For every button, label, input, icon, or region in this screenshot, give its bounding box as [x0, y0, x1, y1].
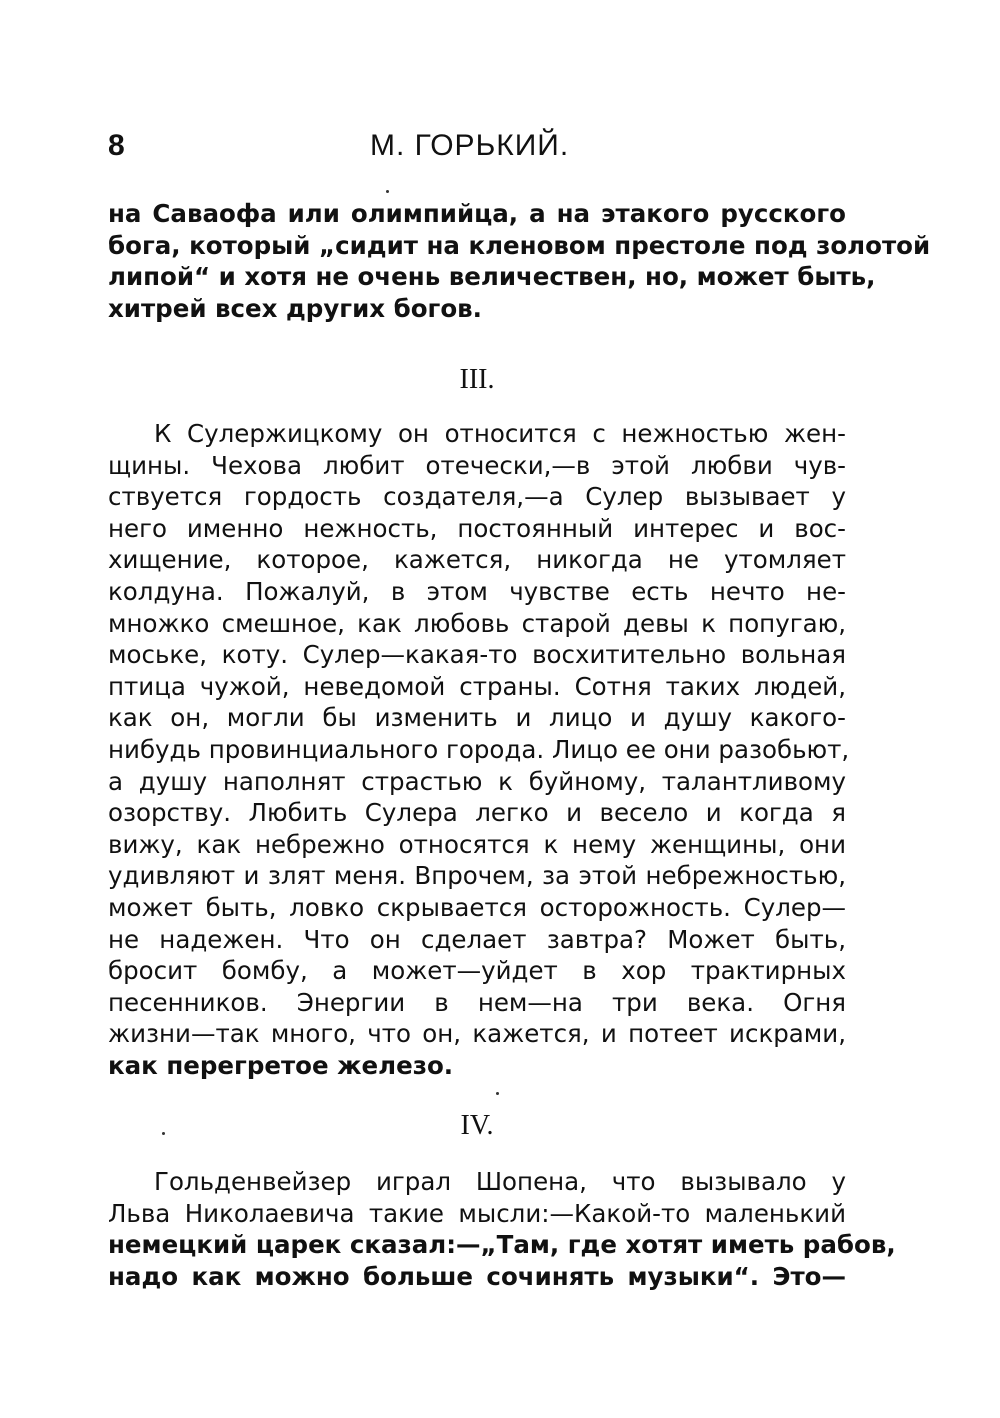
- text-line: липой“ и хотя не очень величествен, но, может быть,: [108, 262, 876, 292]
- section-heading-iii: III.: [459, 364, 495, 395]
- text-line: моське, коту. Сулер—какая-то восхитительно вольная: [108, 640, 846, 670]
- text-line: него именно нежность, постоянный интерес и вос-: [108, 513, 846, 543]
- text-line: ствуется гордость создателя,—а Сулер вызывает у: [108, 482, 846, 512]
- text-line: а душу наполнят страстью к буйному, талантливому: [108, 766, 846, 796]
- text-line: щины. Чехова любит отечески,—в этой любви чув-: [108, 450, 846, 480]
- running-title: М. ГОРЬКИЙ.: [370, 129, 570, 162]
- text-line: как он, могли бы изменить и лицо и душу какого-: [108, 703, 846, 733]
- page-number: 8: [108, 129, 125, 162]
- text-line: хитрей всех других богов.: [108, 293, 482, 323]
- text-line: не надежен. Что он сделает завтра? Может быть,: [108, 924, 846, 954]
- text-line: удивляют и злят меня. Впрочем, за этой небрежностью,: [108, 861, 846, 891]
- text-line: птица чужой, неведомой страны. Сотня таких людей,: [108, 671, 846, 701]
- text-line: озорству. Любить Сулера легко и весело и когда я: [108, 798, 846, 828]
- page-header: [108, 126, 846, 170]
- text-line: множко смешное, как любовь старой девы к попугаю,: [108, 608, 846, 638]
- print-speck: [162, 1132, 165, 1135]
- paragraph-section-3: [108, 418, 850, 1081]
- print-speck: [496, 1092, 499, 1095]
- paragraph-section-4: [108, 1166, 896, 1292]
- text-line: как перегретое железо.: [108, 1050, 454, 1080]
- paragraph-1: [108, 198, 931, 324]
- text-line: бога, который „сидит на кленовом престоле под золотой: [108, 230, 931, 260]
- print-speck: [386, 190, 389, 193]
- section-heading-iv: IV.: [460, 1110, 494, 1141]
- text-line: хищение, которое, кажется, никогда не утомляет: [108, 545, 846, 575]
- text-line: жизни—так много, что он, кажется, и потеет искрами,: [108, 1019, 846, 1049]
- text-line: Льва Николаевича такие мысли:—Какой-то маленький: [108, 1198, 846, 1228]
- text-line: К Сулержицкому он относится с нежностью жен-: [154, 419, 846, 448]
- text-line: Гольденвейзер играл Шопена, что вызывало у: [154, 1167, 846, 1196]
- text-line: бросит бомбу, а может—уйдет в хор трактирных: [108, 956, 846, 986]
- text-line: может быть, ловко скрывается осторожность. Сулер—: [108, 892, 846, 922]
- text-line: на Саваофа или олимпийца, а на этакого русского: [108, 199, 846, 228]
- text-line: надо как можно больше сочинять музыки“. Это—: [108, 1261, 846, 1291]
- text-line: немецкий царек сказал:—„Там, где хотят иметь рабов,: [108, 1230, 896, 1260]
- text-line: песенников. Энергии в нем—на три века. Огня: [108, 987, 846, 1017]
- text-line: нибудь провинциального города. Лицо ее они разобьют,: [108, 734, 850, 764]
- text-line: вижу, как небрежно относятся к нему женщины, они: [108, 829, 846, 859]
- text-line: колдуна. Пожалуй, в этом чувстве есть нечто не-: [108, 576, 846, 606]
